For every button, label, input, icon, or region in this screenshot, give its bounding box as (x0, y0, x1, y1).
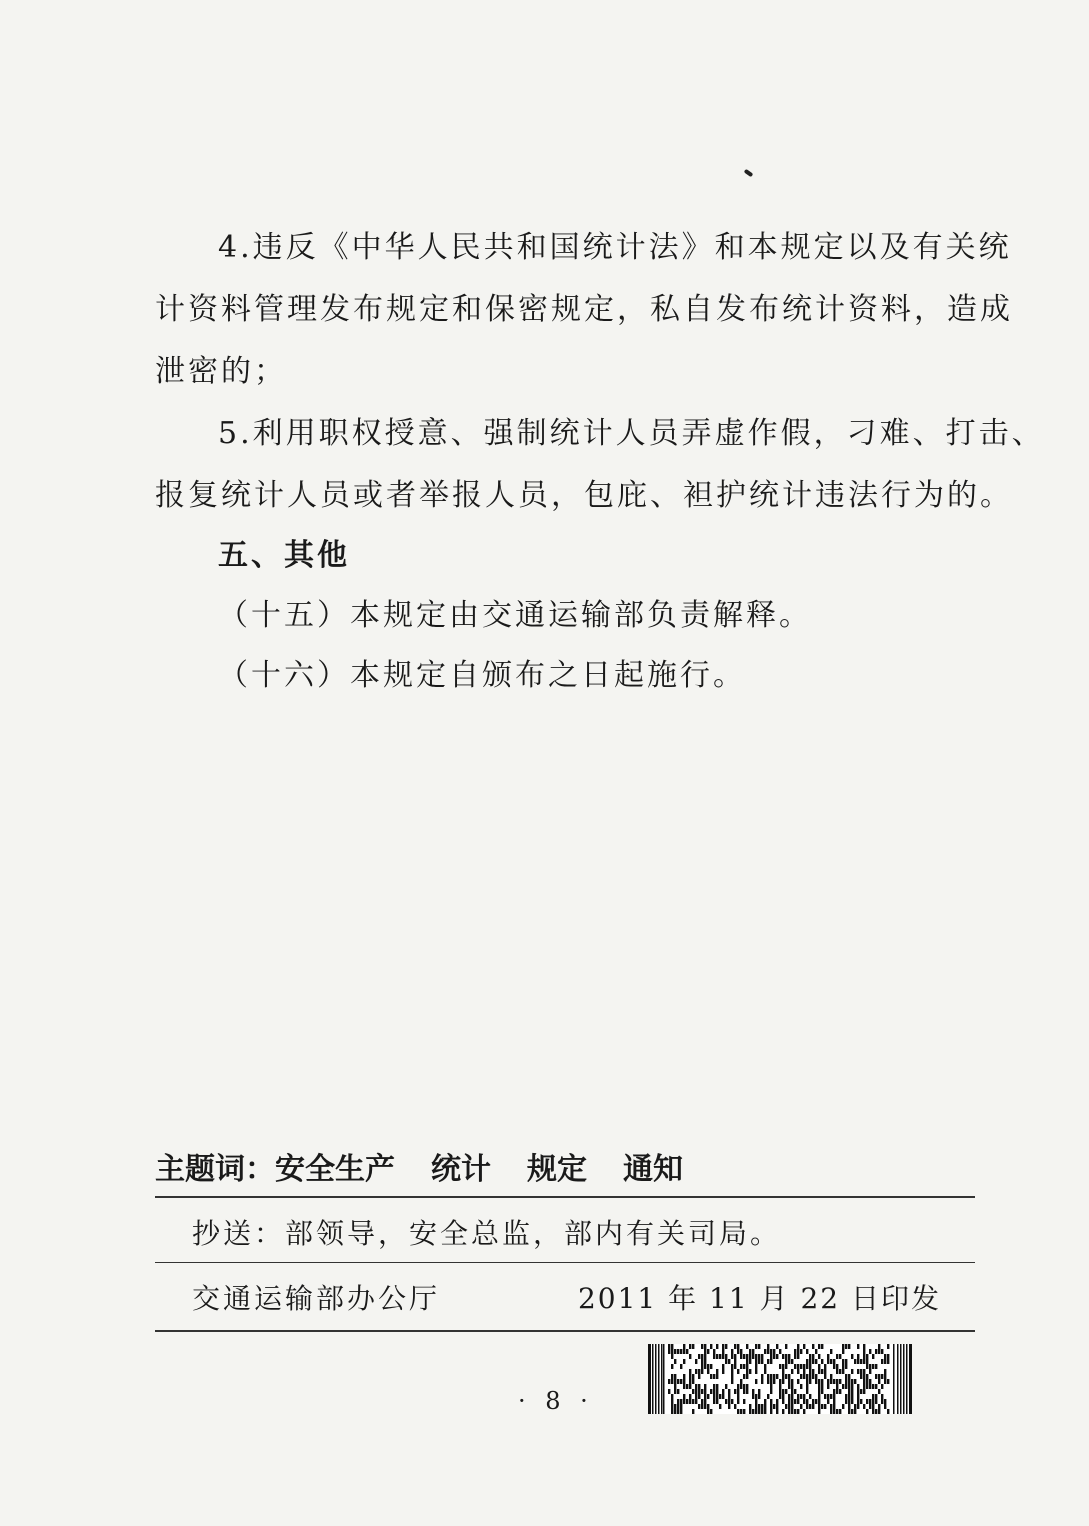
keyword: 通知 (623, 1152, 683, 1187)
subject-keywords (155, 1150, 719, 1190)
item5-line1: 5.利用职权授意、强制统计人员弄虚作假，刁难、打击、 (218, 416, 1045, 451)
clause-16: （十六）本规定自颁布之日起施行。 (218, 658, 746, 693)
section-heading: 五、其他 (218, 538, 350, 573)
divider (155, 1330, 975, 1332)
keyword: 规定 (527, 1152, 587, 1187)
page-number: · 8 · (518, 1387, 594, 1415)
item4-line2: 计资料管理发布规定和保密规定，私自发布统计资料，造成 (155, 292, 1013, 327)
item4-line3: 泄密的； (155, 354, 287, 389)
keywords-label: 主题词： (155, 1152, 275, 1187)
divider (155, 1196, 975, 1198)
clause-15: （十五）本规定由交通运输部负责解释。 (218, 598, 812, 633)
keyword: 安全生产 (275, 1152, 395, 1187)
item5-line2: 报复统计人员或者举报人员，包庇、袒护统计违法行为的。 (155, 478, 1013, 513)
scan-speck (744, 169, 754, 177)
cc-line: 抄送：部领导，安全总监，部内有关司局。 (192, 1217, 782, 1250)
issue-date: 2011 年 11 月 22 日印发 (577, 1282, 941, 1315)
keyword: 统计 (431, 1152, 491, 1187)
item4-line1: 4.违反《中华人民共和国统计法》和本规定以及有关统 (218, 230, 1012, 265)
issuer: 交通运输部办公厅 (192, 1282, 441, 1315)
pdf417-barcode-icon (648, 1344, 912, 1414)
divider (155, 1262, 975, 1263)
